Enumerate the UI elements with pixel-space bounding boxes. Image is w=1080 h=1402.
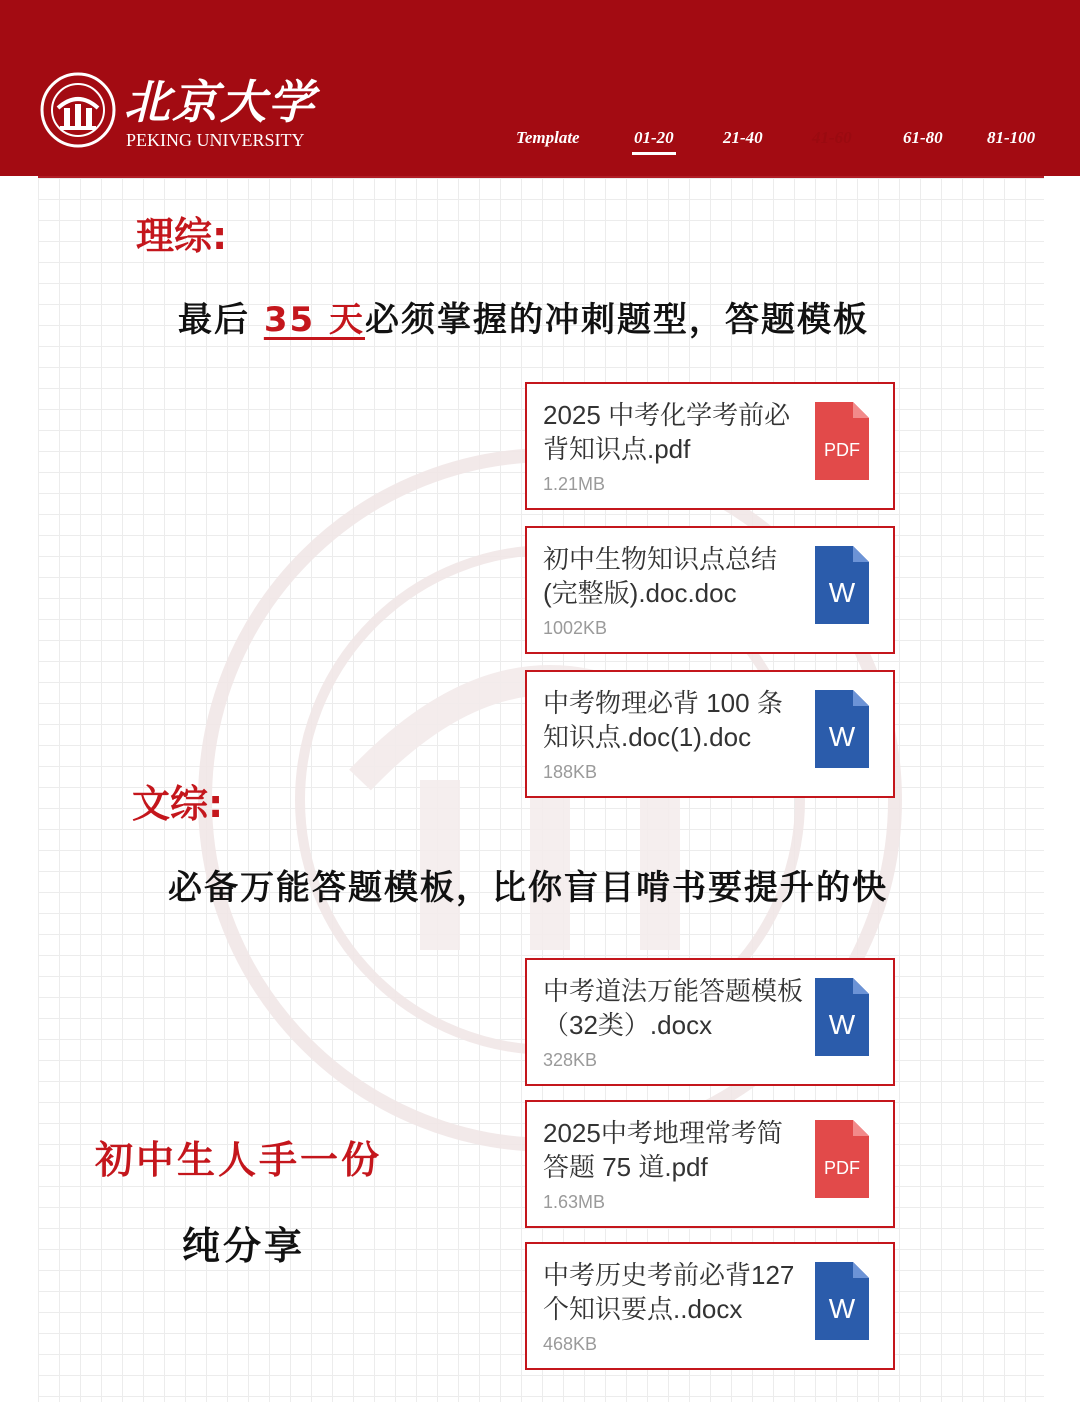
file-type-label: PDF (824, 440, 860, 460)
university-name-cn: 北京大学 (124, 75, 316, 129)
file-size: 1002KB (543, 618, 608, 638)
side-text-red: 初中生人手一份 (95, 1138, 383, 1182)
word-icon (815, 690, 869, 768)
file-name: 中考历史考前必背127个知识要点..docx (543, 1260, 795, 1324)
nav-21-40[interactable]: 21-40 (723, 128, 763, 147)
file-card[interactable] (525, 382, 895, 510)
liberal-arts-heading: 文综: (132, 782, 224, 826)
file-card[interactable] (525, 1100, 895, 1228)
file-size: 1.63MB (543, 1192, 606, 1212)
nav-81-100[interactable]: 81-100 (987, 128, 1036, 147)
tagline-prefix: 最后 (178, 300, 250, 340)
file-name: 2025中考地理常考简答题 75 道.pdf (543, 1118, 783, 1182)
university-seal-icon (40, 72, 116, 148)
file-type-label: W (828, 1009, 856, 1040)
file-type-label: W (828, 577, 856, 608)
file-size: 468KB (543, 1334, 598, 1354)
nav-41-60[interactable]: 41-60 (812, 128, 852, 147)
tagline-suffix: 必须掌握的冲刺题型，答题模板 (365, 300, 869, 340)
nav-01-20[interactable]: 01-20 (634, 126, 674, 150)
pdf-icon (815, 402, 869, 480)
file-name: 中考道法万能答题模板（32类）.docx (543, 976, 804, 1040)
science-tagline (178, 296, 869, 344)
file-size: 328KB (543, 1050, 598, 1070)
file-card[interactable] (525, 670, 895, 798)
file-type-label: PDF (824, 1158, 860, 1178)
side-text-black: 纯分享 (182, 1224, 306, 1268)
word-icon (815, 978, 869, 1056)
file-card[interactable] (525, 1242, 895, 1370)
file-name: 中考物理必背 100 条知识点.doc(1).doc (543, 688, 783, 752)
pdf-icon (815, 1120, 869, 1198)
file-size: 1.21MB (543, 474, 606, 494)
science-heading: 理综: (136, 214, 228, 258)
file-type-label: W (828, 721, 856, 752)
file-name: 2025 中考化学考前必背知识点.pdf (543, 400, 791, 464)
university-name-en: PEKING UNIVERSITY (126, 130, 305, 150)
file-size: 188KB (543, 762, 598, 782)
nav-template[interactable]: Template (516, 128, 580, 147)
file-card[interactable] (525, 958, 895, 1086)
file-card[interactable] (525, 526, 895, 654)
tagline-highlight: 35 天 (263, 300, 365, 340)
file-type-label: W (828, 1293, 856, 1324)
liberal-arts-tagline: 必备万能答题模板，比你盲目啃书要提升的快 (168, 868, 888, 908)
nav-61-80[interactable]: 61-80 (903, 128, 943, 147)
word-icon (815, 1262, 869, 1340)
word-icon (815, 546, 869, 624)
file-name: 初中生物知识点总结(完整版).doc.doc (543, 544, 778, 608)
header-banner (0, 0, 1080, 176)
